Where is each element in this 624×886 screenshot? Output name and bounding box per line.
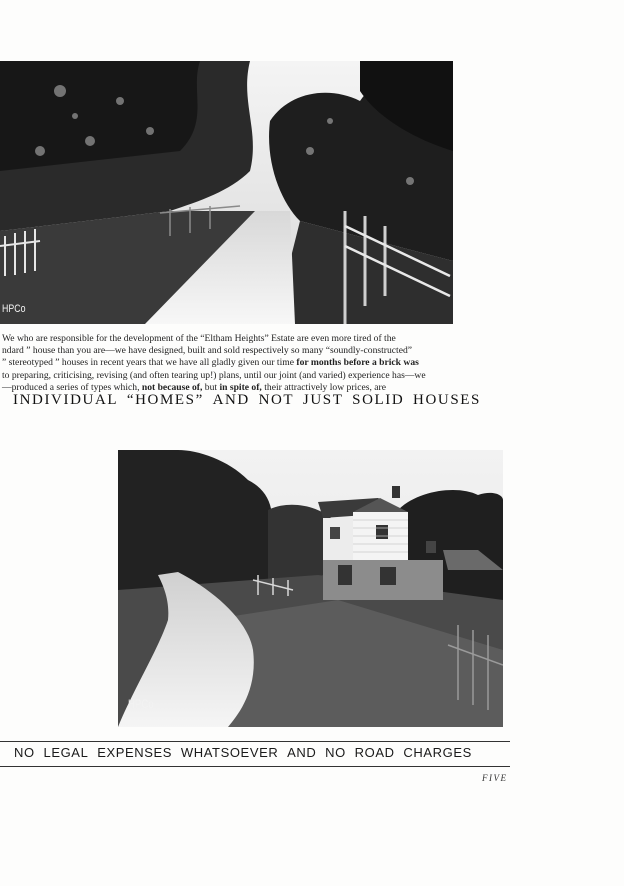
paragraph-line	[2, 333, 518, 345]
paragraph-line	[2, 345, 518, 357]
lane-photo	[0, 61, 453, 324]
paragraph-text: ” stereotyped ” houses in recent years that we have all gladly given our time	[2, 357, 297, 369]
heading-word: NOT	[258, 392, 295, 408]
footer-word: NO	[14, 745, 35, 760]
footer-banner	[14, 745, 472, 760]
photo-monogram: HPCo	[2, 303, 26, 315]
paragraph-emphasis: not because of,	[141, 381, 203, 393]
paragraph-text: their attractively low prices, are	[261, 381, 386, 393]
heading-word: INDIVIDUAL	[13, 392, 119, 408]
paragraph-line	[2, 370, 518, 382]
heading-word: HOUSES	[413, 392, 481, 408]
intro-paragraph	[2, 333, 518, 394]
paragraph-text: —produced a series of types which,	[2, 381, 142, 393]
page-number: FIVE	[482, 773, 508, 783]
paragraph-text: We who are responsible for the development of the “Eltham Heights” Estate are even more tired of the	[2, 333, 396, 344]
footer-rule-bottom	[0, 766, 510, 767]
footer-word: EXPENSES	[97, 745, 173, 760]
paragraph-line	[2, 357, 518, 369]
photo-monogram: HPCo	[128, 697, 154, 711]
section-heading	[13, 392, 481, 409]
footer-word: AND	[287, 745, 317, 760]
footer-word: LEGAL	[43, 745, 89, 760]
heading-word: “HOMES”	[126, 392, 204, 408]
paragraph-text: to preparing, criticising, revising (and often tearing up!) plans, until our joint (and varied) experience has—we	[2, 369, 426, 381]
paragraph-emphasis: for months before a brick was	[296, 357, 419, 369]
footer-word: ROAD	[354, 745, 395, 760]
paragraph-text: ndard ” house than you are—we have designed, built and sold respectively so many “soundly-constructed”	[2, 345, 413, 357]
footer-word: WHATSOEVER	[180, 745, 279, 760]
heading-word: AND	[212, 392, 250, 408]
heading-word: JUST	[302, 392, 344, 408]
heading-word: SOLID	[352, 392, 405, 408]
footer-word: CHARGES	[403, 745, 472, 760]
footer-rule-top	[0, 741, 510, 742]
paragraph-emphasis: in spite of,	[219, 381, 262, 393]
paragraph-text: but	[202, 381, 220, 393]
footer-word: NO	[325, 745, 346, 760]
house-photo	[118, 450, 503, 727]
